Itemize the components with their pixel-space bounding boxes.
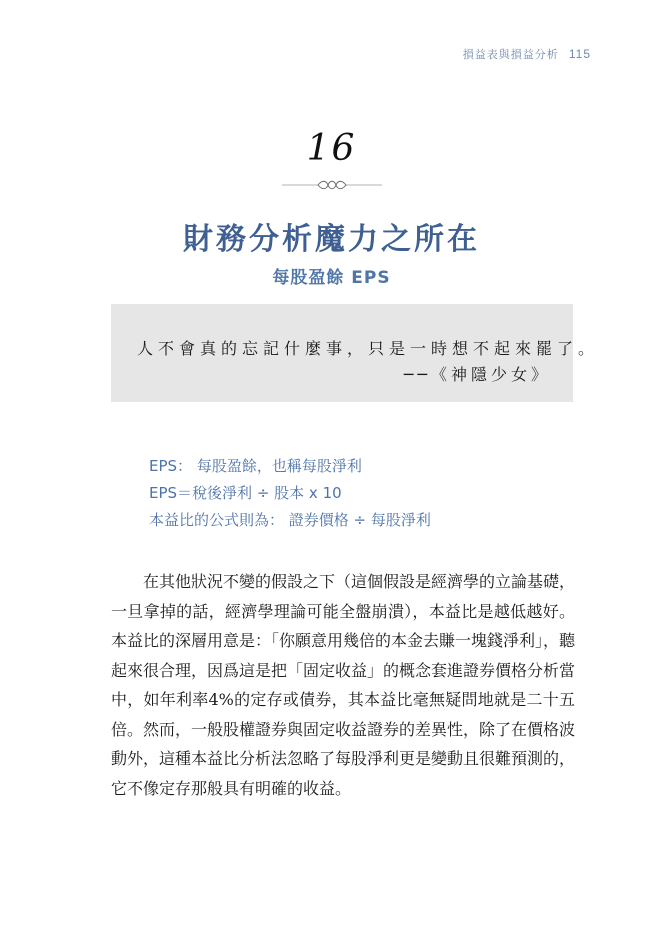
formula-line: 本益比的公式則為： 證券價格 ÷ 每股淨利 (149, 511, 431, 529)
section-title: 損益表與損益分析 (462, 49, 559, 61)
chapter-title: 財務分析魔力之所在 (183, 222, 480, 257)
epigraph-box (111, 304, 600, 402)
formula-list (149, 453, 431, 534)
body-paragraph: 在其他狀況不變的假設之下（這個假設是經濟學的立論基礎，一旦拿掉的話，經濟學理論可能全盤崩潰），本益比是越低越好。本益比的深層用意是：「你願意用幾倍的本金去賺一塊錢淨利」，聽起來很合理，因爲這是把「固定收益」的概念套進證券價格分析當中，如年利率4%的定存或債券，其本益比毫無疑問地就是二十五倍。然而，一般股權證券與固定收益證券的差異性，除了在價格波動外，這種本益比分析法忽略了每股淨利更是變動且很難預測的，它不像定存那般具有明確的收益。 (111, 572, 576, 798)
page-number: 115 (568, 47, 591, 61)
formula-line: EPS： 每股盈餘，也稱每股淨利 (149, 457, 362, 475)
chapter-subtitle: 每股盈餘 EPS (272, 268, 391, 288)
chapter-number: 16 (306, 128, 357, 169)
epigraph-source: ──《神隱少女》 (403, 365, 551, 384)
epigraph-text: 人不會真的忘記什麼事，只是一時想不起來罷了。 (137, 339, 600, 358)
divider-ornament-icon (282, 178, 382, 192)
formula-line: EPS＝稅後淨利 ÷ 股本 x 10 (149, 484, 342, 502)
running-header (463, 46, 591, 62)
